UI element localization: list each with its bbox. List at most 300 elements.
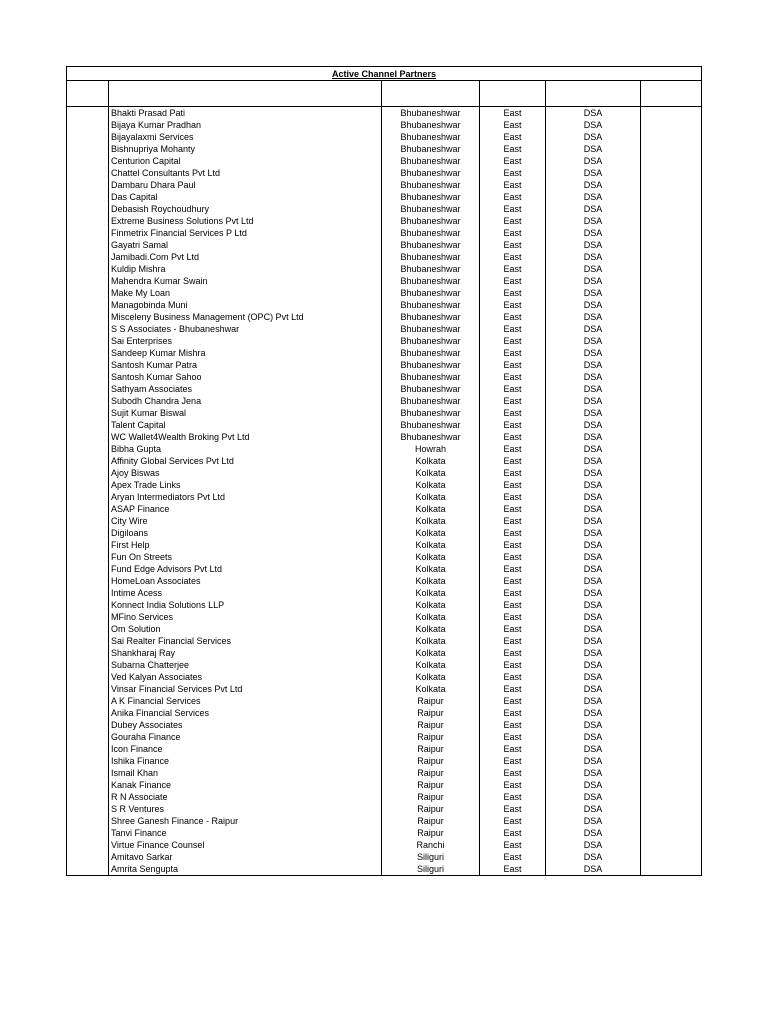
- table-row: [67, 407, 702, 419]
- partner-name-cell: R N Associate: [109, 791, 382, 803]
- city-cell: Bhubaneshwar: [382, 431, 480, 443]
- empty-cell: [641, 335, 702, 347]
- zone-cell: East: [480, 791, 546, 803]
- table-row: [67, 119, 702, 131]
- zone-cell: East: [480, 683, 546, 695]
- type-cell: DSA: [546, 347, 641, 359]
- empty-cell: [641, 347, 702, 359]
- city-cell: Bhubaneshwar: [382, 263, 480, 275]
- partner-name-cell: Konnect India Solutions LLP: [109, 599, 382, 611]
- partner-name-cell: Aryan Intermediators Pvt Ltd: [109, 491, 382, 503]
- zone-cell: East: [480, 575, 546, 587]
- empty-cell: [641, 515, 702, 527]
- table-row: [67, 623, 702, 635]
- partner-name-cell: Shankharaj Ray: [109, 647, 382, 659]
- type-cell: DSA: [546, 323, 641, 335]
- zone-cell: East: [480, 659, 546, 671]
- city-cell: Kolkata: [382, 527, 480, 539]
- type-cell: DSA: [546, 803, 641, 815]
- zone-cell: East: [480, 191, 546, 203]
- partner-name-cell: Subodh Chandra Jena: [109, 395, 382, 407]
- zone-cell: East: [480, 155, 546, 167]
- empty-cell: [641, 443, 702, 455]
- city-cell: Kolkata: [382, 539, 480, 551]
- row-spacer-cell: [67, 563, 109, 575]
- table-row: [67, 515, 702, 527]
- zone-cell: East: [480, 743, 546, 755]
- partner-name-cell: First Help: [109, 539, 382, 551]
- city-cell: Raipur: [382, 791, 480, 803]
- type-cell: DSA: [546, 587, 641, 599]
- table-row: [67, 479, 702, 491]
- city-cell: Bhubaneshwar: [382, 239, 480, 251]
- row-spacer-cell: [67, 335, 109, 347]
- empty-cell: [641, 491, 702, 503]
- zone-cell: East: [480, 143, 546, 155]
- row-spacer-cell: [67, 683, 109, 695]
- type-cell: DSA: [546, 203, 641, 215]
- zone-cell: East: [480, 119, 546, 131]
- empty-cell: [641, 803, 702, 815]
- partner-name-cell: Finmetrix Financial Services P Ltd: [109, 227, 382, 239]
- empty-cell: [641, 419, 702, 431]
- city-cell: Bhubaneshwar: [382, 119, 480, 131]
- table-row: [67, 575, 702, 587]
- type-cell: DSA: [546, 779, 641, 791]
- partner-name-cell: Bishnupriya Mohanty: [109, 143, 382, 155]
- city-cell: Raipur: [382, 779, 480, 791]
- partner-name-cell: Jamibadi.Com Pvt Ltd: [109, 251, 382, 263]
- row-spacer-cell: [67, 827, 109, 839]
- partner-name-cell: Gayatri Samal: [109, 239, 382, 251]
- row-spacer-cell: [67, 239, 109, 251]
- partner-name-cell: S R Ventures: [109, 803, 382, 815]
- row-spacer-cell: [67, 227, 109, 239]
- empty-cell: [641, 719, 702, 731]
- table-row: [67, 203, 702, 215]
- type-cell: DSA: [546, 131, 641, 143]
- type-cell: DSA: [546, 647, 641, 659]
- partner-name-cell: A K Financial Services: [109, 695, 382, 707]
- partner-name-cell: Kanak Finance: [109, 779, 382, 791]
- table-row: [67, 311, 702, 323]
- empty-cell: [641, 815, 702, 827]
- zone-cell: East: [480, 671, 546, 683]
- row-spacer-cell: [67, 659, 109, 671]
- empty-cell: [641, 827, 702, 839]
- city-cell: Kolkata: [382, 503, 480, 515]
- table-row: [67, 695, 702, 707]
- zone-cell: East: [480, 599, 546, 611]
- zone-cell: East: [480, 839, 546, 851]
- type-cell: DSA: [546, 635, 641, 647]
- city-cell: Raipur: [382, 755, 480, 767]
- row-spacer-cell: [67, 251, 109, 263]
- city-cell: Raipur: [382, 743, 480, 755]
- city-cell: Bhubaneshwar: [382, 395, 480, 407]
- table-row: [67, 431, 702, 443]
- partner-name-cell: Make My Loan: [109, 287, 382, 299]
- city-cell: Bhubaneshwar: [382, 167, 480, 179]
- type-cell: DSA: [546, 575, 641, 587]
- city-cell: Bhubaneshwar: [382, 371, 480, 383]
- row-spacer-cell: [67, 287, 109, 299]
- type-cell: DSA: [546, 227, 641, 239]
- row-spacer-cell: [67, 395, 109, 407]
- partner-name-cell: Gouraha Finance: [109, 731, 382, 743]
- city-cell: Kolkata: [382, 467, 480, 479]
- empty-cell: [641, 251, 702, 263]
- zone-cell: East: [480, 527, 546, 539]
- partner-name-cell: Dambaru Dhara Paul: [109, 179, 382, 191]
- table-row: [67, 467, 702, 479]
- empty-cell: [641, 563, 702, 575]
- city-cell: Raipur: [382, 695, 480, 707]
- type-cell: DSA: [546, 863, 641, 876]
- row-spacer-cell: [67, 443, 109, 455]
- partner-name-cell: Intime Acess: [109, 587, 382, 599]
- type-cell: DSA: [546, 443, 641, 455]
- empty-cell: [641, 539, 702, 551]
- row-spacer-cell: [67, 779, 109, 791]
- table-row: [67, 551, 702, 563]
- table-row: [67, 707, 702, 719]
- row-spacer-cell: [67, 719, 109, 731]
- empty-cell: [641, 179, 702, 191]
- table-row: [67, 851, 702, 863]
- row-spacer-cell: [67, 539, 109, 551]
- city-cell: Kolkata: [382, 599, 480, 611]
- zone-cell: East: [480, 467, 546, 479]
- city-cell: Bhubaneshwar: [382, 335, 480, 347]
- row-spacer-cell: [67, 587, 109, 599]
- table-row: [67, 323, 702, 335]
- zone-cell: East: [480, 395, 546, 407]
- partner-name-cell: Tanvi Finance: [109, 827, 382, 839]
- city-cell: Bhubaneshwar: [382, 419, 480, 431]
- city-cell: Raipur: [382, 827, 480, 839]
- city-cell: Raipur: [382, 815, 480, 827]
- partner-name-cell: Subarna Chatterjee: [109, 659, 382, 671]
- table-row: [67, 839, 702, 851]
- row-spacer-cell: [67, 767, 109, 779]
- zone-cell: East: [480, 779, 546, 791]
- channel-partners-table: [66, 66, 702, 876]
- type-cell: DSA: [546, 215, 641, 227]
- type-cell: DSA: [546, 551, 641, 563]
- partner-name-cell: Om Solution: [109, 623, 382, 635]
- zone-cell: East: [480, 503, 546, 515]
- type-cell: DSA: [546, 827, 641, 839]
- table-row: [67, 635, 702, 647]
- zone-cell: East: [480, 863, 546, 876]
- empty-cell: [641, 767, 702, 779]
- type-cell: DSA: [546, 503, 641, 515]
- empty-cell: [641, 851, 702, 863]
- partner-name-cell: HomeLoan Associates: [109, 575, 382, 587]
- type-cell: DSA: [546, 743, 641, 755]
- table-row: [67, 659, 702, 671]
- empty-cell: [641, 143, 702, 155]
- type-cell: DSA: [546, 383, 641, 395]
- zone-cell: East: [480, 623, 546, 635]
- city-cell: Bhubaneshwar: [382, 155, 480, 167]
- table-row: [67, 383, 702, 395]
- table-row: [67, 743, 702, 755]
- city-cell: Kolkata: [382, 659, 480, 671]
- header-cell: [480, 81, 546, 107]
- row-spacer-cell: [67, 647, 109, 659]
- empty-cell: [641, 359, 702, 371]
- city-cell: Raipur: [382, 719, 480, 731]
- partner-name-cell: Apex Trade Links: [109, 479, 382, 491]
- partner-name-cell: Santosh Kumar Sahoo: [109, 371, 382, 383]
- empty-cell: [641, 635, 702, 647]
- zone-cell: East: [480, 587, 546, 599]
- type-cell: DSA: [546, 491, 641, 503]
- city-cell: Raipur: [382, 767, 480, 779]
- partner-name-cell: Anika Financial Services: [109, 707, 382, 719]
- zone-cell: East: [480, 539, 546, 551]
- city-cell: Kolkata: [382, 479, 480, 491]
- type-cell: DSA: [546, 755, 641, 767]
- zone-cell: East: [480, 827, 546, 839]
- partner-name-cell: Virtue Finance Counsel: [109, 839, 382, 851]
- row-spacer-cell: [67, 635, 109, 647]
- type-cell: DSA: [546, 311, 641, 323]
- zone-cell: East: [480, 323, 546, 335]
- empty-cell: [641, 647, 702, 659]
- empty-cell: [641, 203, 702, 215]
- zone-cell: East: [480, 311, 546, 323]
- zone-cell: East: [480, 707, 546, 719]
- partner-name-cell: Extreme Business Solutions Pvt Ltd: [109, 215, 382, 227]
- table-row: [67, 491, 702, 503]
- empty-cell: [641, 119, 702, 131]
- partner-name-cell: Ishika Finance: [109, 755, 382, 767]
- empty-cell: [641, 107, 702, 120]
- partner-name-cell: Centurion Capital: [109, 155, 382, 167]
- partner-name-cell: Ismail Khan: [109, 767, 382, 779]
- zone-cell: East: [480, 635, 546, 647]
- zone-cell: East: [480, 515, 546, 527]
- type-cell: DSA: [546, 191, 641, 203]
- table-row: [67, 275, 702, 287]
- zone-cell: East: [480, 359, 546, 371]
- partner-name-cell: Ajoy Biswas: [109, 467, 382, 479]
- zone-cell: East: [480, 443, 546, 455]
- empty-cell: [641, 575, 702, 587]
- table-row: [67, 215, 702, 227]
- table-row: [67, 335, 702, 347]
- row-spacer-cell: [67, 803, 109, 815]
- empty-cell: [641, 503, 702, 515]
- type-cell: DSA: [546, 455, 641, 467]
- row-spacer-cell: [67, 167, 109, 179]
- city-cell: Bhubaneshwar: [382, 359, 480, 371]
- empty-cell: [641, 455, 702, 467]
- type-cell: DSA: [546, 683, 641, 695]
- table-row: [67, 671, 702, 683]
- table-row: [67, 731, 702, 743]
- zone-cell: East: [480, 851, 546, 863]
- row-spacer-cell: [67, 671, 109, 683]
- row-spacer-cell: [67, 275, 109, 287]
- zone-cell: East: [480, 383, 546, 395]
- table-row: [67, 563, 702, 575]
- row-spacer-cell: [67, 215, 109, 227]
- table-row: [67, 227, 702, 239]
- type-cell: DSA: [546, 395, 641, 407]
- partner-name-cell: Kuldip Mishra: [109, 263, 382, 275]
- empty-cell: [641, 599, 702, 611]
- row-spacer-cell: [67, 131, 109, 143]
- partner-name-cell: Chattel Consultants Pvt Ltd: [109, 167, 382, 179]
- empty-cell: [641, 323, 702, 335]
- type-cell: DSA: [546, 467, 641, 479]
- row-spacer-cell: [67, 623, 109, 635]
- empty-cell: [641, 731, 702, 743]
- table-row: [67, 179, 702, 191]
- city-cell: Bhubaneshwar: [382, 323, 480, 335]
- type-cell: DSA: [546, 287, 641, 299]
- partner-name-cell: Vinsar Financial Services Pvt Ltd: [109, 683, 382, 695]
- empty-cell: [641, 167, 702, 179]
- empty-cell: [641, 839, 702, 851]
- row-spacer-cell: [67, 383, 109, 395]
- row-spacer-cell: [67, 419, 109, 431]
- row-spacer-cell: [67, 431, 109, 443]
- city-cell: Bhubaneshwar: [382, 311, 480, 323]
- city-cell: Kolkata: [382, 587, 480, 599]
- header-row: [67, 81, 702, 107]
- empty-cell: [641, 467, 702, 479]
- header-cell: [109, 81, 382, 107]
- row-spacer-cell: [67, 347, 109, 359]
- empty-cell: [641, 131, 702, 143]
- table-row: [67, 803, 702, 815]
- city-cell: Bhubaneshwar: [382, 407, 480, 419]
- row-spacer-cell: [67, 851, 109, 863]
- type-cell: DSA: [546, 419, 641, 431]
- zone-cell: East: [480, 131, 546, 143]
- city-cell: Kolkata: [382, 575, 480, 587]
- row-spacer-cell: [67, 119, 109, 131]
- type-cell: DSA: [546, 167, 641, 179]
- row-spacer-cell: [67, 551, 109, 563]
- city-cell: Bhubaneshwar: [382, 227, 480, 239]
- row-spacer-cell: [67, 599, 109, 611]
- table-row: [67, 155, 702, 167]
- partner-name-cell: Sandeep Kumar Mishra: [109, 347, 382, 359]
- partner-name-cell: S S Associates - Bhubaneshwar: [109, 323, 382, 335]
- partner-name-cell: Debasish Roychoudhury: [109, 203, 382, 215]
- empty-cell: [641, 755, 702, 767]
- city-cell: Kolkata: [382, 647, 480, 659]
- partner-name-cell: Santosh Kumar Patra: [109, 359, 382, 371]
- table-row: [67, 815, 702, 827]
- table-row: [67, 611, 702, 623]
- city-cell: Bhubaneshwar: [382, 203, 480, 215]
- row-spacer-cell: [67, 503, 109, 515]
- city-cell: Bhubaneshwar: [382, 275, 480, 287]
- zone-cell: East: [480, 611, 546, 623]
- table-row: [67, 419, 702, 431]
- empty-cell: [641, 695, 702, 707]
- zone-cell: East: [480, 479, 546, 491]
- type-cell: DSA: [546, 563, 641, 575]
- partner-name-cell: MFino Services: [109, 611, 382, 623]
- table-row: [67, 107, 702, 120]
- table-title: Active Channel Partners: [67, 67, 702, 81]
- zone-cell: East: [480, 767, 546, 779]
- city-cell: Raipur: [382, 707, 480, 719]
- zone-cell: East: [480, 407, 546, 419]
- row-spacer-cell: [67, 479, 109, 491]
- zone-cell: East: [480, 815, 546, 827]
- partner-name-cell: Amrita Sengupta: [109, 863, 382, 876]
- type-cell: DSA: [546, 143, 641, 155]
- type-cell: DSA: [546, 707, 641, 719]
- partner-name-cell: Managobinda Muni: [109, 299, 382, 311]
- empty-cell: [641, 275, 702, 287]
- city-cell: Kolkata: [382, 623, 480, 635]
- table-row: [67, 131, 702, 143]
- partner-name-cell: Das Capital: [109, 191, 382, 203]
- table-row: [67, 263, 702, 275]
- city-cell: Bhubaneshwar: [382, 143, 480, 155]
- type-cell: DSA: [546, 767, 641, 779]
- table-row: [67, 395, 702, 407]
- row-spacer-cell: [67, 299, 109, 311]
- type-cell: DSA: [546, 359, 641, 371]
- empty-cell: [641, 227, 702, 239]
- empty-cell: [641, 623, 702, 635]
- table-row: [67, 443, 702, 455]
- title-row: [67, 67, 702, 81]
- type-cell: DSA: [546, 275, 641, 287]
- city-cell: Kolkata: [382, 515, 480, 527]
- table-row: [67, 527, 702, 539]
- table-row: [67, 791, 702, 803]
- partner-name-cell: Digiloans: [109, 527, 382, 539]
- type-cell: DSA: [546, 599, 641, 611]
- type-cell: DSA: [546, 611, 641, 623]
- table-row: [67, 779, 702, 791]
- partner-name-cell: Bijaya Kumar Pradhan: [109, 119, 382, 131]
- empty-cell: [641, 659, 702, 671]
- zone-cell: East: [480, 275, 546, 287]
- row-spacer-cell: [67, 575, 109, 587]
- type-cell: DSA: [546, 107, 641, 120]
- table-row: [67, 143, 702, 155]
- city-cell: Bhubaneshwar: [382, 287, 480, 299]
- type-cell: DSA: [546, 299, 641, 311]
- partner-name-cell: Icon Finance: [109, 743, 382, 755]
- zone-cell: East: [480, 251, 546, 263]
- empty-cell: [641, 263, 702, 275]
- zone-cell: East: [480, 263, 546, 275]
- partner-name-cell: Bibha Gupta: [109, 443, 382, 455]
- city-cell: Bhubaneshwar: [382, 299, 480, 311]
- header-cell: [67, 81, 109, 107]
- row-spacer-cell: [67, 191, 109, 203]
- row-spacer-cell: [67, 515, 109, 527]
- zone-cell: East: [480, 419, 546, 431]
- type-cell: DSA: [546, 335, 641, 347]
- table-row: [67, 347, 702, 359]
- partner-name-cell: ASAP Finance: [109, 503, 382, 515]
